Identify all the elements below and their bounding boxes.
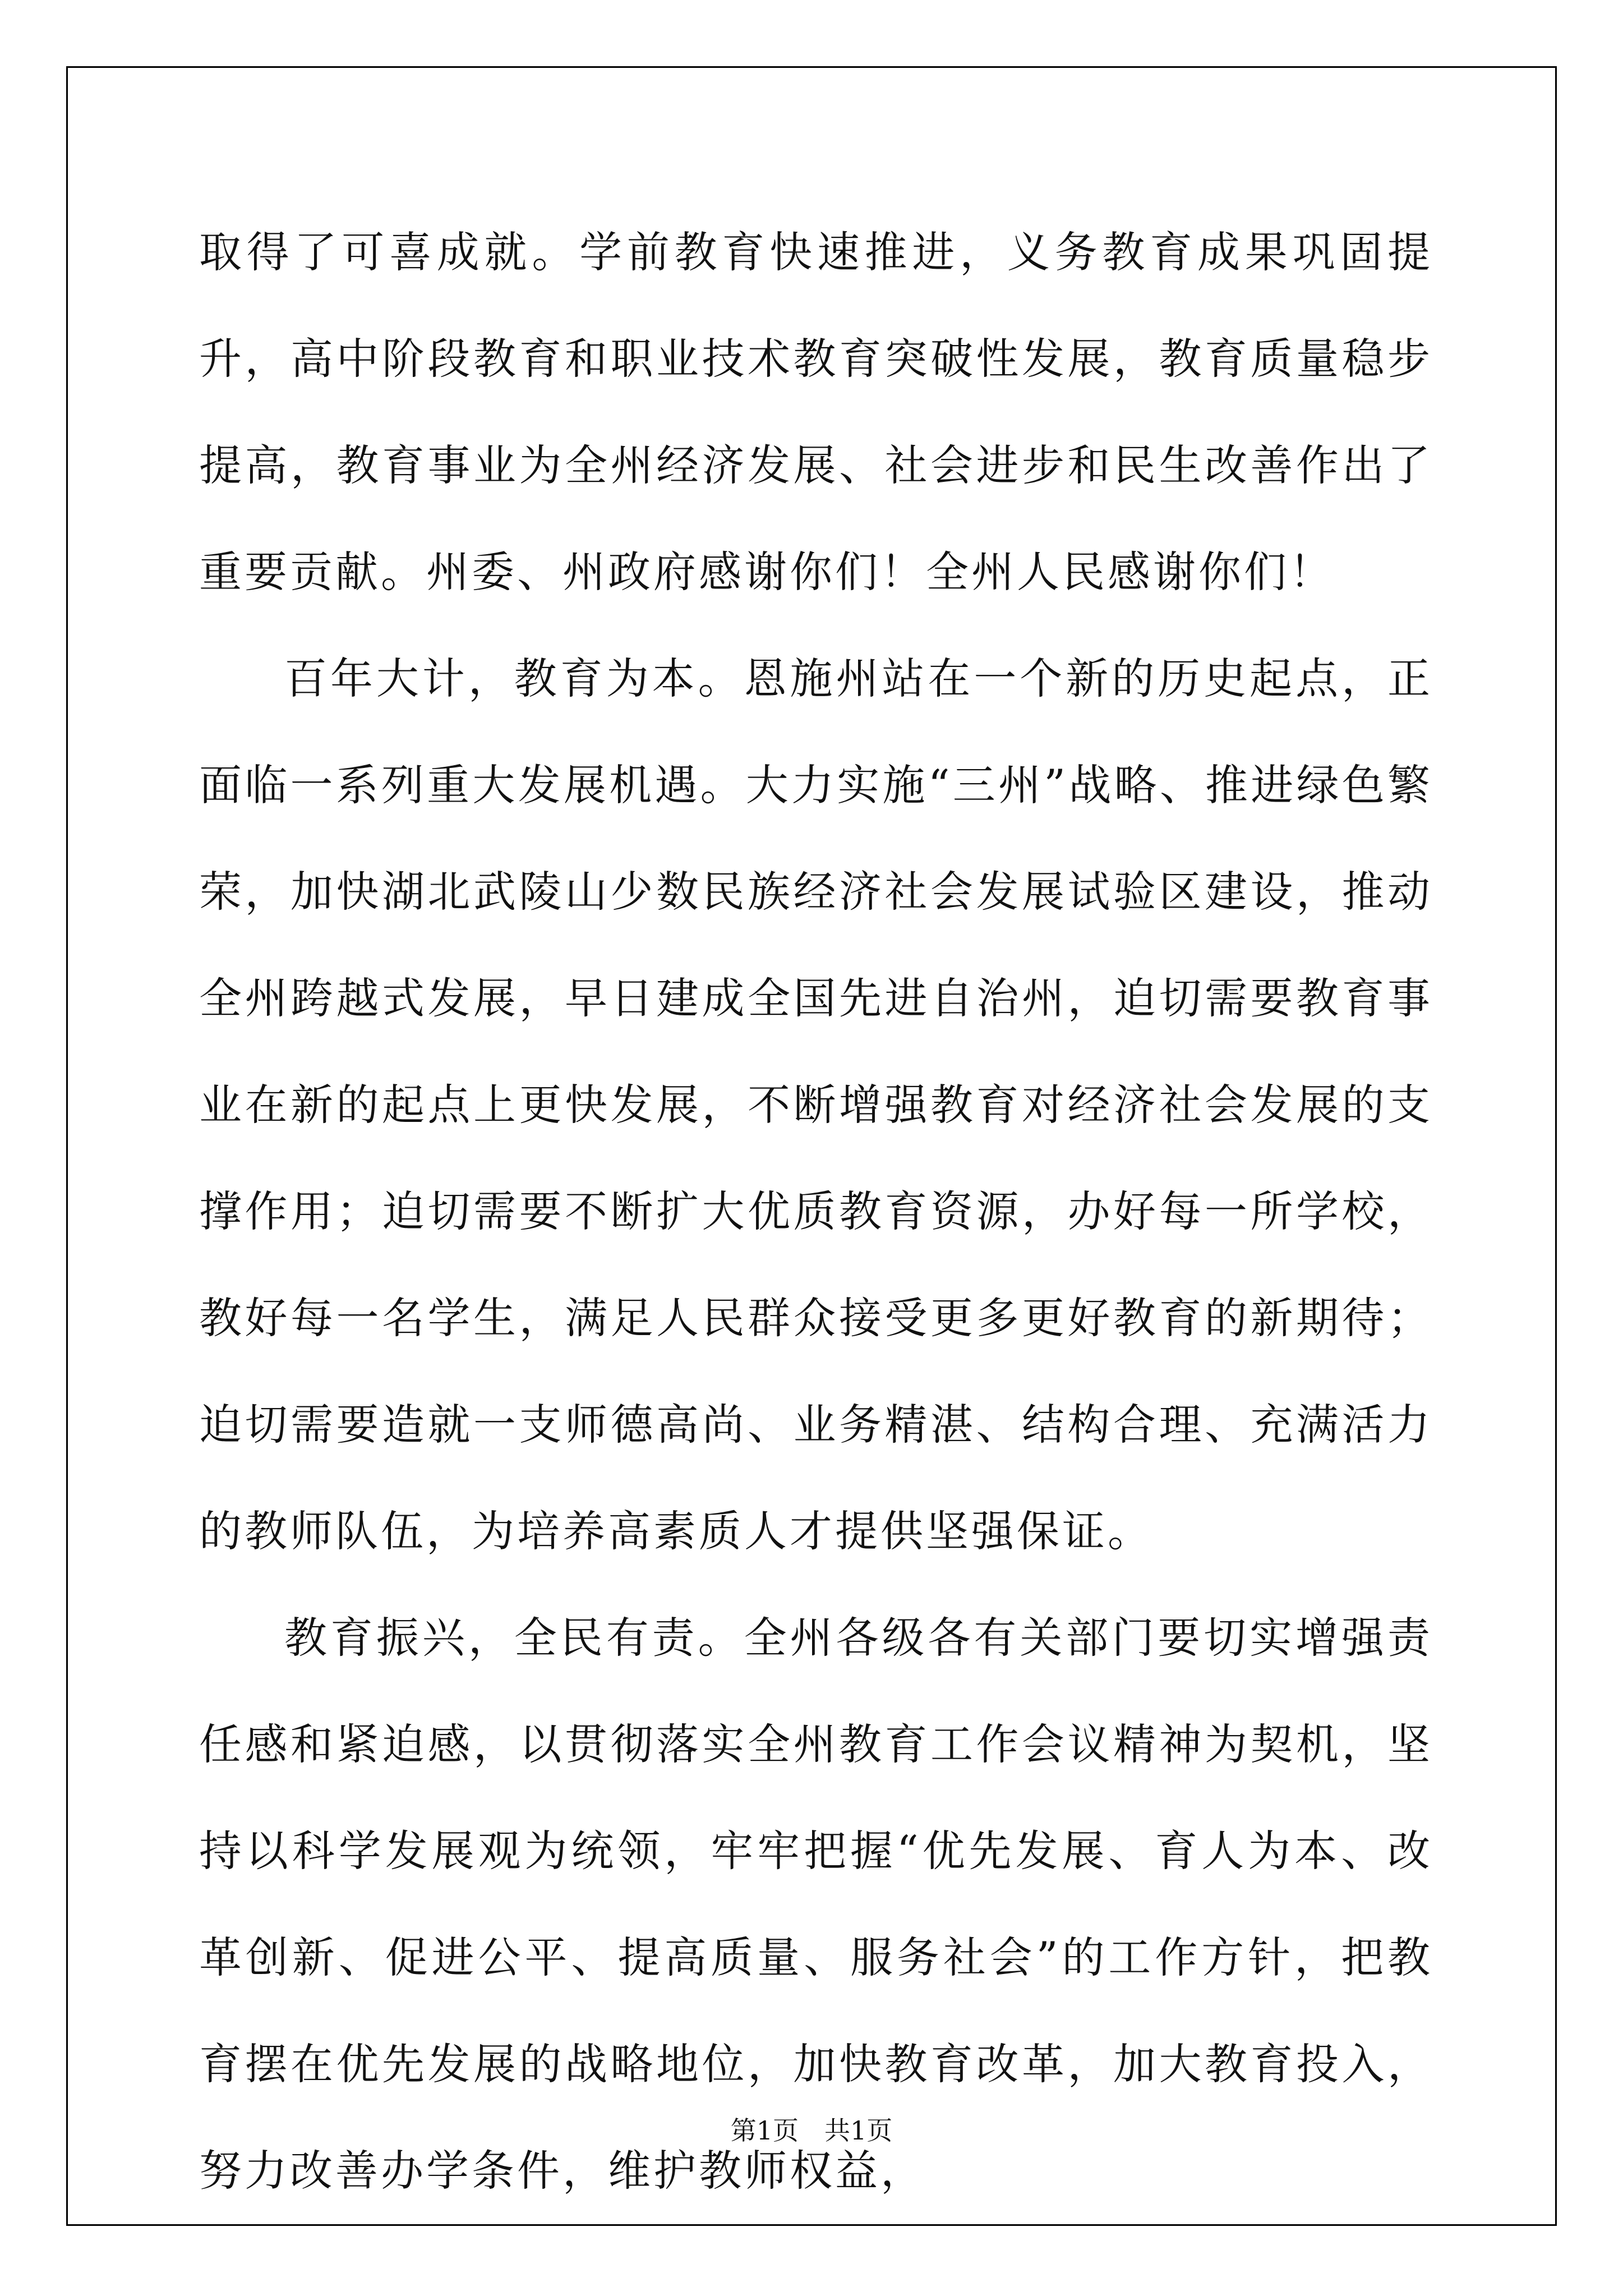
page-number: 第1页 — [730, 2115, 799, 2146]
paragraph-1: 取得了可喜成就。学前教育快速推进，义务教育成果巩固提升，高中阶段教育和职业技术教育突破性发展，教育质量稳步提高，教育事业为全州经济发展、社会进步和民生改善作出了重要贡献。州委、州政府感谢你们！全州人民感谢你们！ — [199, 227, 1433, 597]
page-footer — [0, 2114, 1623, 2147]
paragraph-2: 百年大计，教育为本。恩施州站在一个新的历史起点，正面临一系列重大发展机遇。大力实施“三州”战略、推进绿色繁荣，加快湖北武陵山少数民族经济社会发展试验区建设，推动全州跨越式发展，早日建成全国先进自治州，迫切需要教育事业在新的起点上更快发展，不断增强教育对经济社会发展的支撑作用；迫切需要不断扩大优质教育资源，办好每一所学校，教好每一名学生，满足人民群众接受更多更好教育的新期待；迫切需要造就一支师德高尚、业务精湛、结构合理、充满活力的教师队伍，为培养高素质人才提供坚强保证。 — [199, 654, 1433, 1556]
paragraph-3: 教育振兴，全民有责。全州各级各有关部门要切实增强责任感和紧迫感，以贯彻落实全州教育工作会议精神为契机，坚持以科学发展观为统领，牢牢把握“优先发展、育人为本、改革创新、促进公平、提高质量、服务社会”的工作方针，把教育摆在优先发展的战略地位，加快教育改革，加大教育投入，努力改善办学条件，维护教师权益， — [199, 1613, 1433, 2196]
document-body — [199, 199, 1433, 2224]
page-total: 共1页 — [824, 2115, 893, 2146]
